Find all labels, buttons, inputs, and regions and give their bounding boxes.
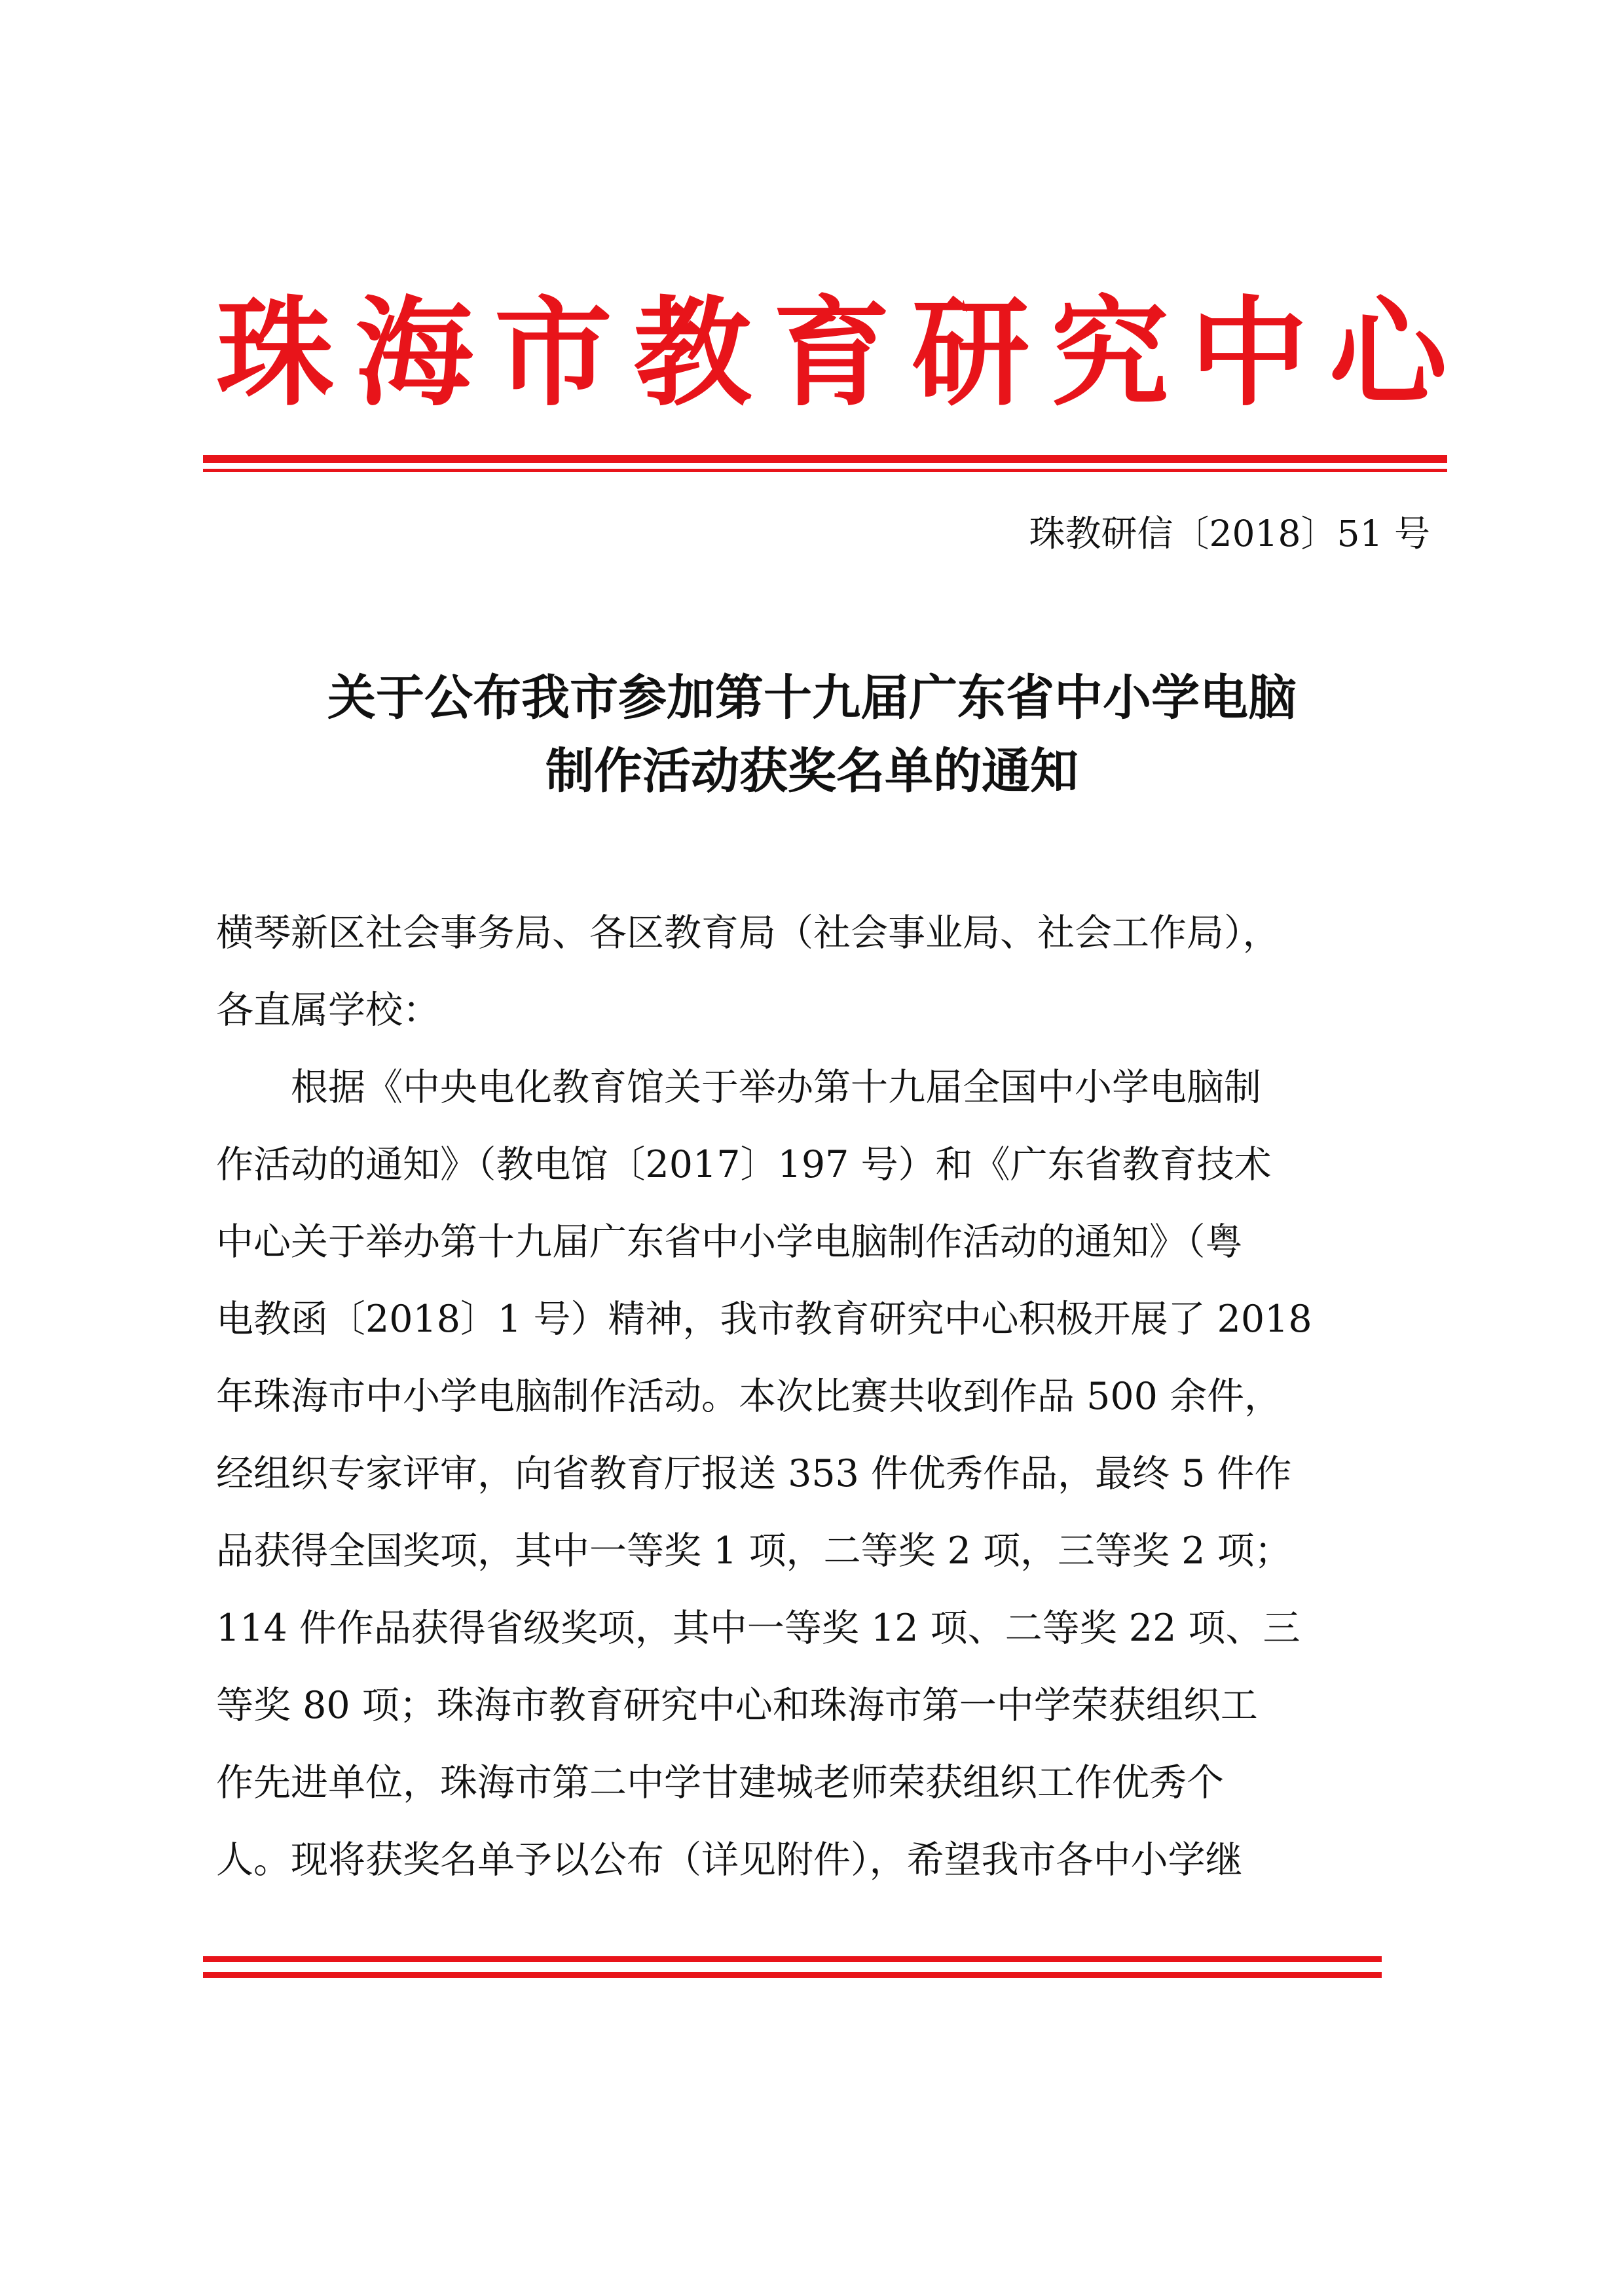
- body-paragraph-line: 年珠海市中小学电脑制作活动。本次比赛共收到作品 500 余件，: [216, 1375, 1282, 1418]
- body-paragraph-line: 根据《中央电化教育馆关于举办第十九届全国中小学电脑制: [216, 1066, 1261, 1109]
- masthead-char: 育: [772, 284, 891, 422]
- body-paragraph-line: 作先进单位，珠海市第二中学甘建城老师荣获组织工作优秀个: [216, 1761, 1224, 1804]
- document-title-line-2: 制作活动获奖名单的通知: [545, 743, 1079, 799]
- masthead-char: 珠: [216, 284, 335, 422]
- header-rule-thin: [203, 469, 1447, 472]
- masthead-char: 教: [633, 284, 752, 422]
- org-masthead: [216, 282, 1447, 426]
- body-paragraph-line: 人。现将获奖名单予以公布（详见附件），希望我市各中小学继: [216, 1838, 1243, 1882]
- masthead-char: 心: [1329, 284, 1447, 422]
- body-paragraph-line: 等奖 80 项；珠海市教育研究中心和珠海市第一中学荣获组织工: [216, 1684, 1258, 1727]
- masthead-char: 研: [912, 284, 1030, 422]
- body-paragraph-line: 品获得全国奖项，其中一等奖 1 项，二等奖 2 项，三等奖 2 项；: [216, 1529, 1292, 1573]
- body-paragraph-line: 电教函〔2018〕1 号）精神，我市教育研究中心积极开展了 2018: [216, 1298, 1312, 1341]
- recipient-line: 横琴新区社会事务局、各区教育局（社会事业局、社会工作局），: [216, 911, 1280, 955]
- body-paragraph-line: 114 件作品获得省级奖项，其中一等奖 12 项、二等奖 22 项、三: [216, 1607, 1301, 1650]
- document-number: 珠教研信〔2018〕51 号: [1029, 513, 1430, 555]
- body-paragraph-line: 作活动的通知》（教电馆〔2017〕197 号）和《广东省教育技术: [216, 1143, 1272, 1186]
- footer-rule-thin: [203, 1972, 1382, 1978]
- body-paragraph-line: 中心关于举办第十九届广东省中小学电脑制作活动的通知》（粤: [216, 1220, 1243, 1264]
- body-paragraph-line: 经组织专家评审，向省教育厅报送 353 件优秀作品，最终 5 件作: [216, 1452, 1292, 1495]
- masthead-char: 究: [1050, 284, 1169, 422]
- masthead-char: 市: [494, 284, 612, 422]
- masthead-char: 海: [355, 284, 473, 422]
- header-rule-thick: [203, 455, 1447, 463]
- recipient-line: 各直属学校：: [216, 989, 440, 1032]
- footer-rule-thick: [203, 1956, 1382, 1962]
- document-title-line-1: 关于公布我市参加第十九届广东省中小学电脑: [327, 670, 1297, 726]
- masthead-char: 中: [1190, 284, 1308, 422]
